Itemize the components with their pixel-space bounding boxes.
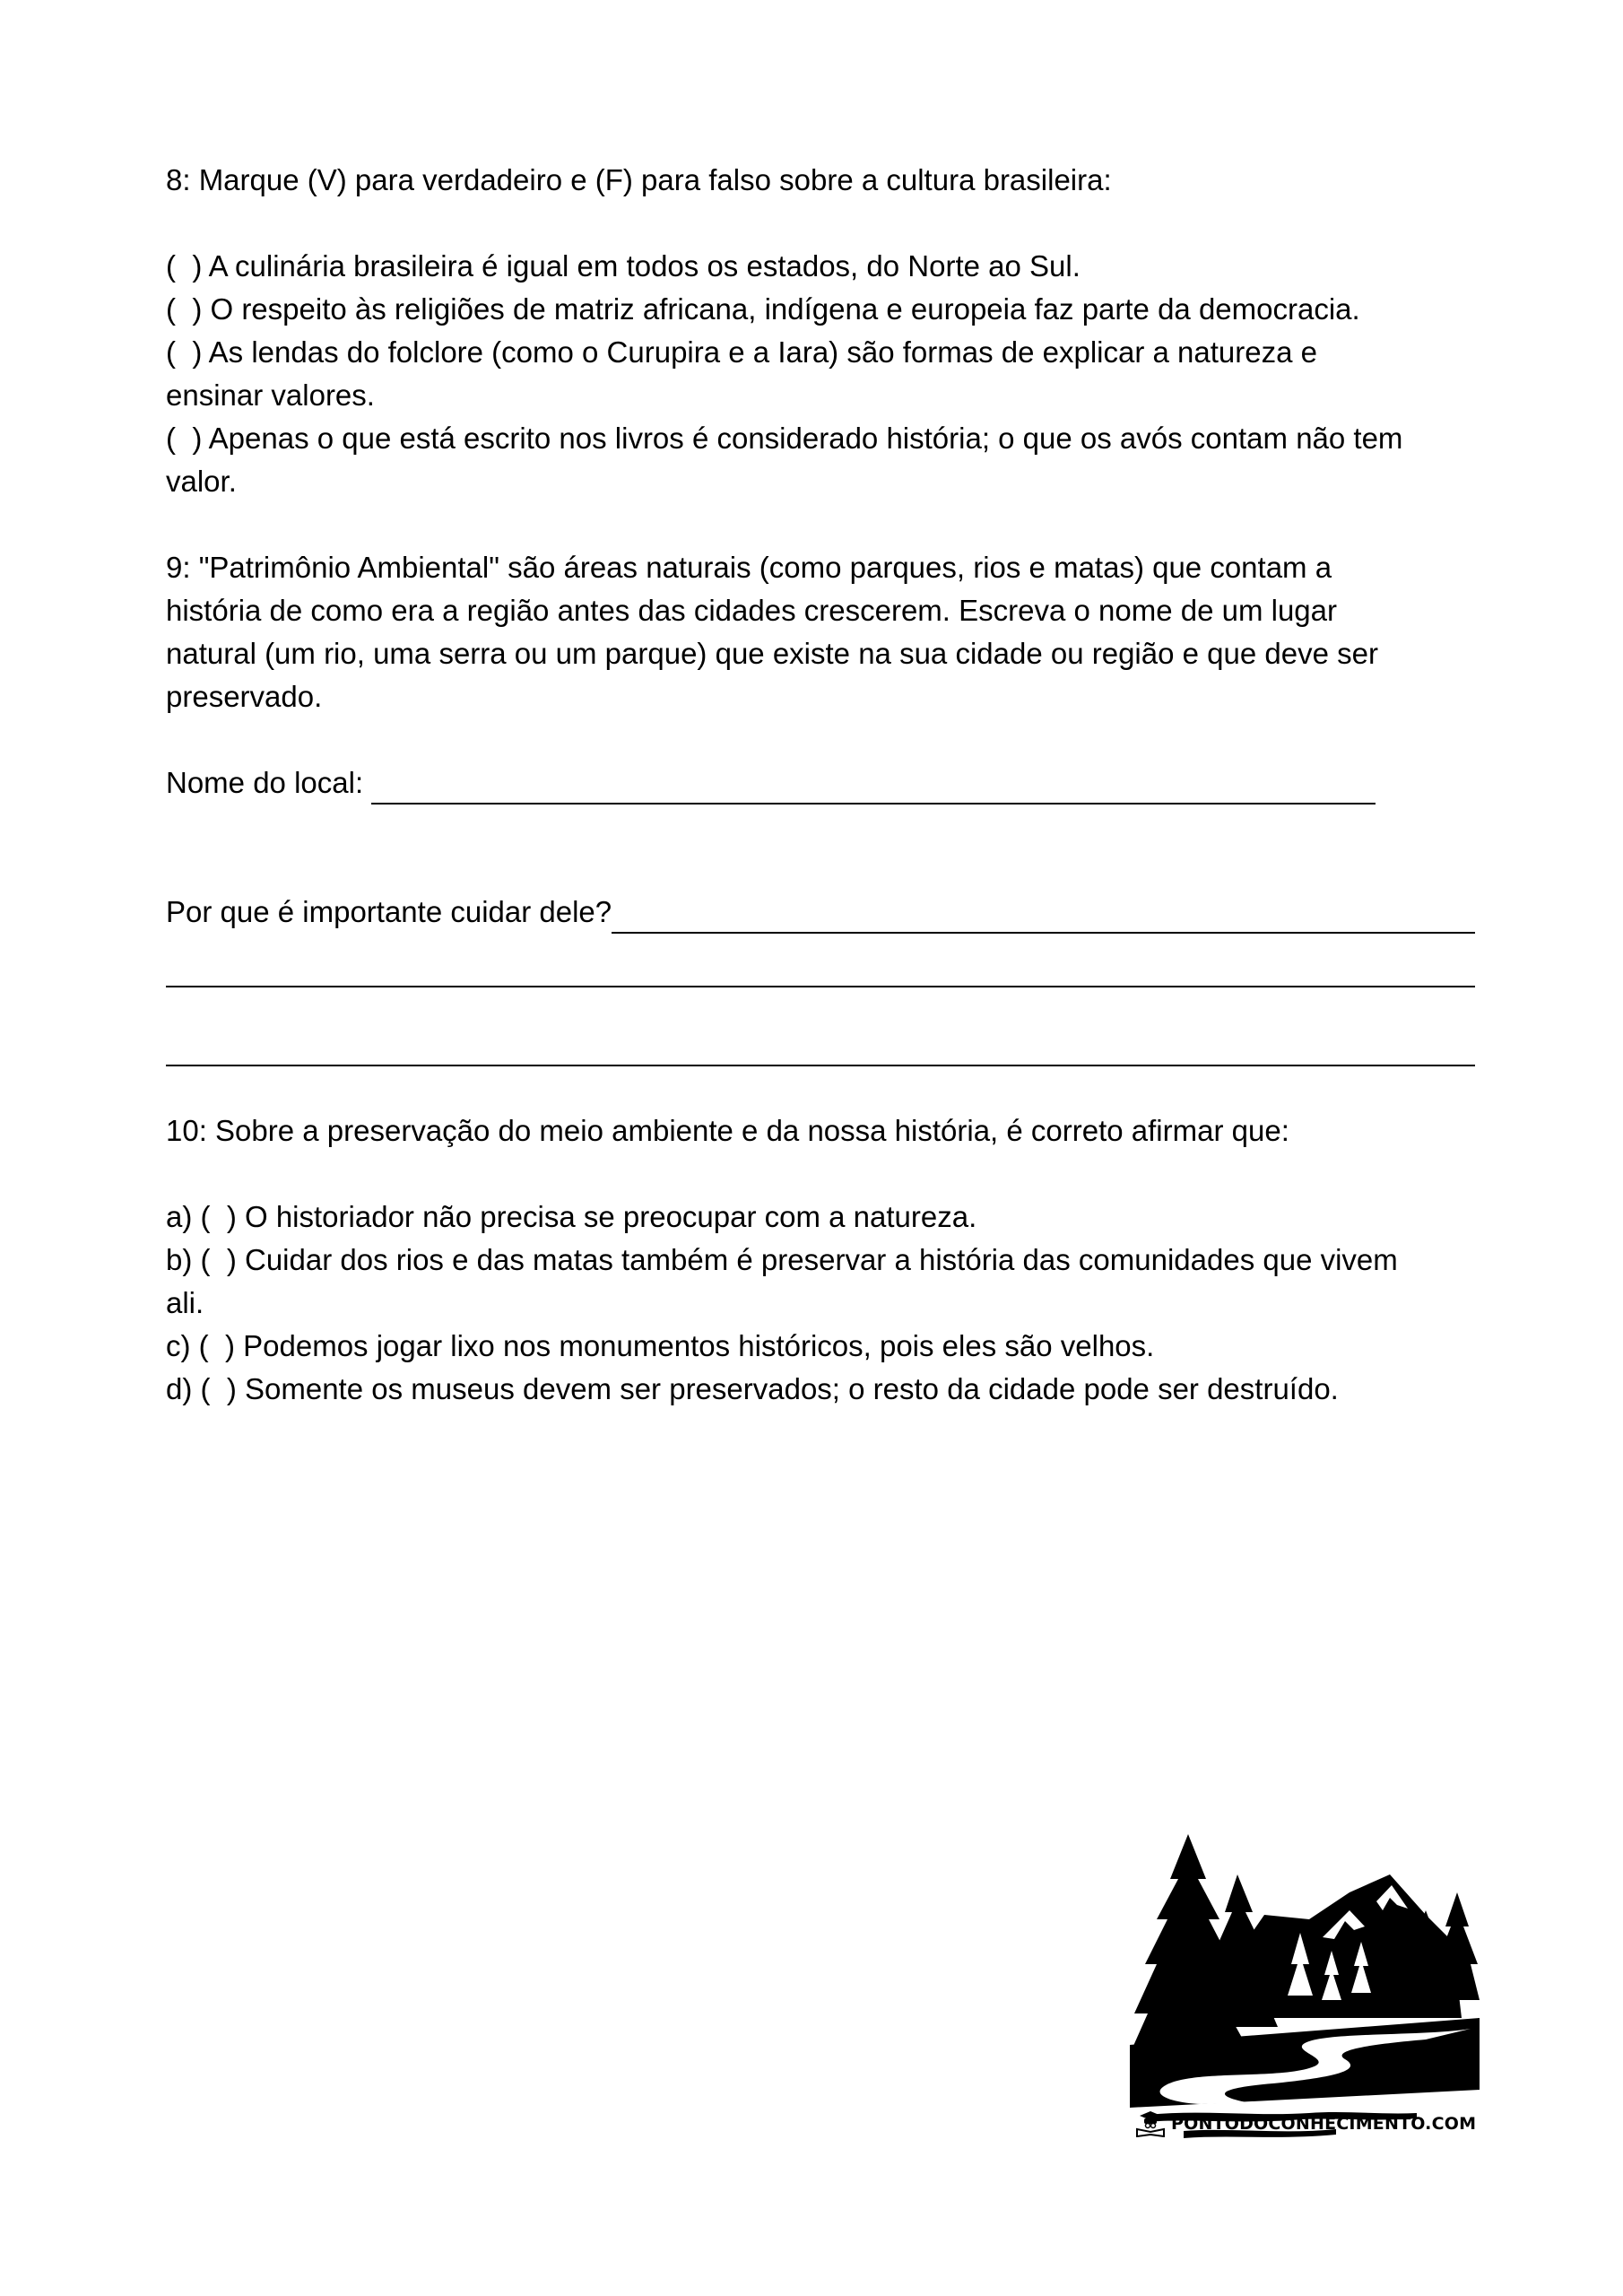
q8-item-4-line-2: valor. xyxy=(166,465,237,498)
q10-option-b-line-1: b) ( ) Cuidar dos rios e das matas também é preservar a história das comunidades que vivem xyxy=(166,1243,1398,1276)
location-name-answer-line[interactable] xyxy=(371,769,1376,804)
why-care-answer-line-2[interactable] xyxy=(166,952,1475,987)
forest-mountain-river-icon xyxy=(1130,1830,1480,2152)
question-8-title: 8: Marque (V) para verdadeiro e (F) para falso sobre a cultura brasileira: xyxy=(166,163,1112,196)
why-care-answer-line-3[interactable] xyxy=(166,1031,1475,1066)
q8-item-1: ( ) A culinária brasileira é igual em todos os estados, do Norte ao Sul. xyxy=(166,249,1081,283)
question-9-line-2: história de como era a região antes das cidades crescerem. Escreva o nome de um lugar xyxy=(166,594,1337,627)
why-care-field xyxy=(166,891,1475,934)
q10-option-d: d) ( ) Somente os museus devem ser preservados; o resto da cidade pode ser destruído. xyxy=(166,1372,1339,1405)
q8-item-3-line-1: ( ) As lendas do folclore (como o Curupira e a Iara) são formas de explicar a natureza e xyxy=(166,335,1317,369)
why-care-label: Por que é importante cuidar dele? xyxy=(166,895,612,928)
location-name-field xyxy=(166,761,1475,804)
q8-item-3-line-2: ensinar valores. xyxy=(166,378,375,412)
q10-option-c: c) ( ) Podemos jogar lixo nos monumentos históricos, pois eles são velhos. xyxy=(166,1329,1155,1362)
q8-item-2: ( ) O respeito às religiões de matriz africana, indígena e europeia faz parte da democracia. xyxy=(166,292,1360,326)
location-name-label: Nome do local: xyxy=(166,766,372,799)
worksheet-content xyxy=(166,159,1475,1411)
why-care-answer-line-1[interactable] xyxy=(612,898,1475,934)
brand-text: PONTODOCONHECIMENTO.COM xyxy=(1171,2114,1477,2134)
q8-item-4-line-1: ( ) Apenas o que está escrito nos livros é considerado história; o que os avós contam não tem xyxy=(166,422,1403,455)
question-9-line-3: natural (um rio, uma serra ou um parque) que existe na sua cidade ou região e que deve ser xyxy=(166,637,1378,670)
question-9-line-4: preservado. xyxy=(166,680,323,713)
graduate-book-icon xyxy=(1135,2110,1166,2137)
q10-option-a: a) ( ) O historiador não precisa se preocupar com a natureza. xyxy=(166,1200,977,1233)
question-9-line-1: 9: "Patrimônio Ambiental" são áreas naturais (como parques, rios e matas) que contam a xyxy=(166,551,1332,584)
brand-footer xyxy=(1135,2110,1476,2137)
question-10-title: 10: Sobre a preservação do meio ambiente e da nossa história, é correto afirmar que: xyxy=(166,1114,1289,1147)
q10-option-b-line-2: ali. xyxy=(166,1286,204,1319)
